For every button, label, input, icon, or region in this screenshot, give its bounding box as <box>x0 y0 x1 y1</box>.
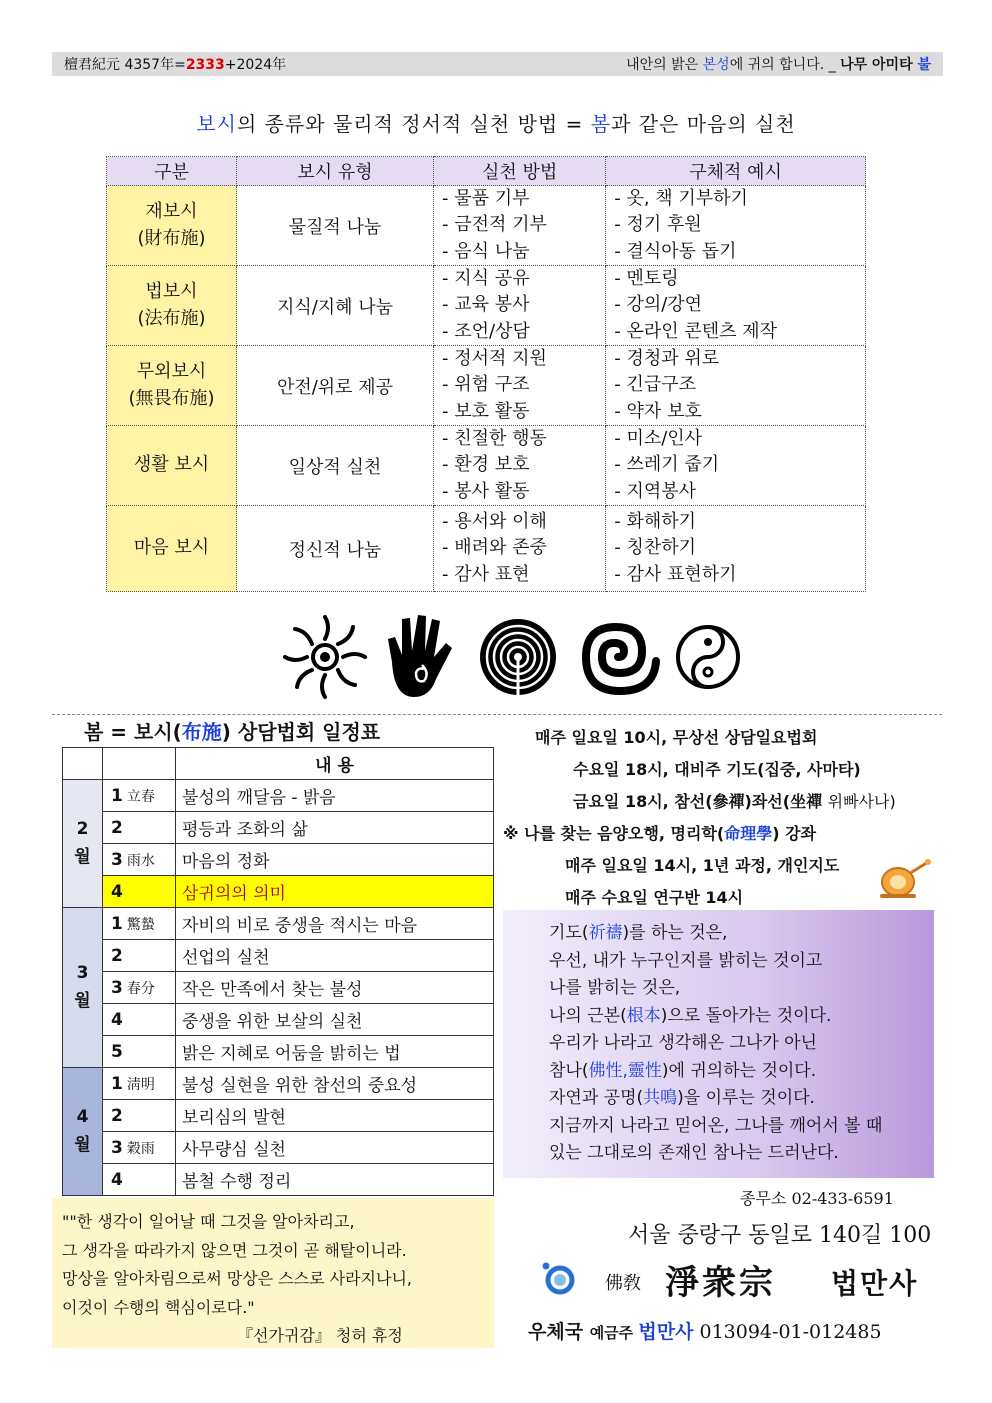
week-number: 3 春分 <box>103 972 176 1004</box>
category-name: 무외보시 <box>136 361 207 383</box>
list-item: - 감사 표현하기 <box>614 563 737 585</box>
list-item: - 환경 보호 <box>442 454 530 476</box>
header-empty <box>103 748 176 780</box>
list-item: - 정기 후원 <box>614 214 702 236</box>
list-item: - 위험 구조 <box>442 374 530 396</box>
header-examples: 구체적 예시 <box>606 157 866 186</box>
week-number: 3 雨水 <box>103 844 176 876</box>
year-red: 2333 <box>185 57 225 73</box>
category-hanja: (無畏布施) <box>128 387 215 409</box>
table-row <box>107 426 866 506</box>
prayer-box <box>503 910 934 1178</box>
schedule-table <box>62 747 494 1196</box>
schedule-title-a: 봄 = 보시( <box>84 720 182 744</box>
lecture-topic: 작은 만족에서 찾는 불성 <box>176 972 494 1004</box>
week-number: 1 驚蟄 <box>103 908 176 940</box>
table-row <box>63 1004 494 1036</box>
list-item: - 약자 보호 <box>614 400 702 422</box>
motto-bold: 나무 아미타 <box>840 57 918 73</box>
table-row <box>63 1132 494 1164</box>
account-holder: 법만사 <box>638 1321 694 1343</box>
info-friday: 금요일 18시, 참선(參禪)좌선(坐禪 위빠사나) <box>573 792 896 811</box>
table-row <box>63 780 494 812</box>
header-content: 내 용 <box>176 748 494 780</box>
page-title <box>0 108 992 137</box>
lecture-topic: 밝은 지혜로 어둠을 밝히는 법 <box>176 1036 494 1068</box>
table-row <box>63 940 494 972</box>
type-cell: 지식/지혜 나눔 <box>237 266 434 346</box>
bank-account <box>528 1317 882 1344</box>
month-mar: 3 월 <box>63 908 103 1068</box>
bosi-header-row <box>107 157 866 186</box>
title-text-1: 의 종류와 물리적 정서적 실천 방법 = <box>236 112 591 136</box>
table-row <box>107 346 866 426</box>
list-item: - 칭찬하기 <box>614 537 697 559</box>
methods-cell <box>434 426 606 506</box>
category-hanja: (財布施) <box>137 227 206 249</box>
table-row <box>63 1036 494 1068</box>
quote-line: 망상을 알아차림으로써 망상은 스스로 사라지나니, <box>62 1269 413 1288</box>
info-wednesday: 수요일 18시, 대비주 기도(집중, 사마타) <box>573 760 861 779</box>
prayer-line: 참나(佛性,靈性)에 귀의하는 것이다. <box>549 1060 817 1081</box>
motto-bold-blue: 불 <box>917 57 931 73</box>
header-methods: 실천 방법 <box>434 157 606 186</box>
account-number: 013094-01-012485 <box>693 1321 882 1343</box>
prayer-line: 우리가 나라고 생각해온 그나가 아닌 <box>549 1033 817 1053</box>
title-blue-1: 보시 <box>196 112 237 136</box>
lecture-topic: 봄철 수행 정리 <box>176 1164 494 1196</box>
table-row <box>63 1164 494 1196</box>
methods-cell <box>434 266 606 346</box>
category-cell <box>107 186 237 266</box>
category-name: 생활 보시 <box>133 454 210 476</box>
lecture-topic: 중생을 위한 보살의 실천 <box>176 1004 494 1036</box>
quote-box <box>52 1198 494 1348</box>
category-name: 법보시 <box>145 281 198 303</box>
temple-korean: 법만사 <box>831 1267 919 1300</box>
list-item: - 지역봉사 <box>614 480 697 502</box>
type-cell: 물질적 나눔 <box>237 186 434 266</box>
table-row <box>107 186 866 266</box>
category-cell <box>107 506 237 592</box>
prayer-line: 지금까지 나라고 믿어온, 그나를 깨어서 볼 때 <box>549 1115 883 1136</box>
prayer-line: 기도(祈禱)를 하는 것은, <box>549 923 728 943</box>
labyrinth-icon <box>480 619 556 695</box>
year-prefix: 檀君紀元 4357年= <box>64 57 186 73</box>
type-cell: 안전/위로 제공 <box>237 346 434 426</box>
list-item: - 긴급구조 <box>614 374 697 396</box>
table-row <box>63 1068 494 1100</box>
top-bar <box>52 52 943 76</box>
year-suffix: +2024年 <box>224 57 287 73</box>
table-row <box>63 844 494 876</box>
prayer-line: 나의 근본(根本)으로 돌아가는 것이다. <box>549 1005 832 1026</box>
lecture-topic: 선업의 실천 <box>176 940 494 972</box>
examples-cell <box>606 186 866 266</box>
prayer-line: 우선, 내가 누구인지를 밝히는 것이고 <box>549 950 823 971</box>
examples-cell <box>606 346 866 426</box>
list-item: - 물품 기부 <box>442 188 530 210</box>
quote-line: 이것이 수행의 핵심이로다." <box>62 1297 255 1317</box>
temple-address: 서울 중랑구 동일로 140길 100 <box>628 1223 932 1248</box>
motto-a: 내안의 밝은 <box>626 57 703 73</box>
info-sunday: 매주 일요일 10시, 무상선 상담일요법회 <box>535 728 818 747</box>
week-number: 4 <box>103 876 176 908</box>
table-row <box>63 908 494 940</box>
type-cell: 정신적 나눔 <box>237 506 434 592</box>
list-item: - 감사 표현 <box>442 563 530 585</box>
spiral-icon <box>586 627 656 691</box>
category-name: 마음 보시 <box>133 537 210 559</box>
info-course-wednesday: 매주 수요일 연구반 14시 <box>565 888 744 907</box>
lecture-topic: 자비의 비로 중생을 적시는 마음 <box>176 908 494 940</box>
week-number: 1 淸明 <box>103 1068 176 1100</box>
temple-logo-icon <box>541 1261 575 1295</box>
prayer-line: 자연과 공명(共鳴)을 이루는 것이다. <box>549 1088 815 1108</box>
list-item: - 금전적 기부 <box>442 214 547 236</box>
bank-name: 우체국 <box>528 1321 590 1343</box>
dangun-year <box>64 54 286 74</box>
methods-cell <box>434 186 606 266</box>
list-item: - 보호 활동 <box>442 400 530 422</box>
motto-blue: 본성 <box>702 57 730 73</box>
list-item: - 음식 나눔 <box>442 240 530 262</box>
header-category: 구분 <box>107 157 237 186</box>
header-type: 보시 유형 <box>237 157 434 186</box>
temple-sect: 淨衆宗 <box>665 1263 776 1303</box>
lecture-topic: 불성의 깨달음 - 밝음 <box>176 780 494 812</box>
list-item: - 화해하기 <box>614 511 697 533</box>
temple-prefix: 佛敎 <box>605 1273 641 1294</box>
schedule-title-b: ) 상담법회 일정표 <box>221 720 381 744</box>
sun-icon <box>285 617 365 697</box>
category-hanja: (法布施) <box>137 307 206 329</box>
office-phone: 종무소 02-433-6591 <box>740 1189 894 1208</box>
list-item: - 온라인 콘텐츠 제작 <box>614 320 777 342</box>
prayer-line: 나를 밝히는 것은, <box>549 978 681 998</box>
methods-cell <box>434 506 606 592</box>
info-course-sunday: 매주 일요일 14시, 1년 과정, 개인지도 <box>565 856 840 875</box>
title-blue-2: 봄 <box>590 112 612 136</box>
moktak-icon <box>872 858 932 902</box>
list-item: - 친절한 행동 <box>442 428 547 450</box>
info-course: ※ 나를 찾는 음양오행, 명리학(命理學) 강좌 <box>503 824 817 843</box>
symbols-row <box>280 612 740 702</box>
account-holder-label: 예금주 <box>589 1324 639 1342</box>
list-item: - 배려와 존중 <box>442 537 547 559</box>
list-item: - 결식아동 돕기 <box>614 240 737 262</box>
title-text-2: 과 같은 마음의 실천 <box>611 112 796 136</box>
category-cell <box>107 266 237 346</box>
list-item: - 정서적 지원 <box>442 348 547 370</box>
week-number: 4 <box>103 1004 176 1036</box>
list-item: - 옷, 책 기부하기 <box>614 188 748 210</box>
list-item: - 지식 공유 <box>442 268 530 290</box>
hand-icon <box>388 615 452 697</box>
month-apr: 4 월 <box>63 1068 103 1196</box>
quote-line: 그 생각을 따라가지 않으면 그것이 곧 해탈이니라. <box>62 1240 407 1260</box>
schedule-title-blue: 布施 <box>181 720 222 744</box>
list-item: - 봉사 활동 <box>442 480 530 502</box>
motto-b: 에 귀의 합니다. _ <box>729 57 841 73</box>
month-feb: 2 월 <box>63 780 103 908</box>
yin-yang-icon <box>678 627 738 687</box>
category-cell <box>107 346 237 426</box>
examples-cell <box>606 426 866 506</box>
week-number: 1 立春 <box>103 780 176 812</box>
examples-cell <box>606 266 866 346</box>
lecture-topic: 보리심의 발현 <box>176 1100 494 1132</box>
lecture-topic: 평등과 조화의 삶 <box>176 812 494 844</box>
week-number: 2 <box>103 1100 176 1132</box>
list-item: - 교육 봉사 <box>442 294 530 316</box>
table-row <box>63 1100 494 1132</box>
list-item: - 강의/강연 <box>614 294 703 316</box>
examples-cell <box>606 506 866 592</box>
bosi-table <box>106 156 866 592</box>
list-item: - 경청과 위로 <box>614 348 720 370</box>
header-empty <box>63 748 103 780</box>
list-item: - 멘토링 <box>614 268 679 290</box>
type-cell: 일상적 실천 <box>237 426 434 506</box>
list-item: - 용서와 이해 <box>442 511 547 533</box>
top-motto <box>626 54 931 74</box>
quote-source: 『선가귀감』 청허 휴정 <box>237 1326 403 1345</box>
week-number: 3 穀雨 <box>103 1132 176 1164</box>
methods-cell <box>434 346 606 426</box>
lecture-topic: 삼귀의의 의미 <box>176 876 494 908</box>
lecture-topic: 마음의 정화 <box>176 844 494 876</box>
schedule-title <box>84 716 380 745</box>
prayer-line: 있는 그대로의 존재인 참나는 드러난다. <box>549 1143 839 1163</box>
quote-line: ""한 생각이 일어날 때 그것을 알아차리고, <box>62 1212 355 1231</box>
week-number: 4 <box>103 1164 176 1196</box>
table-row-highlighted <box>63 876 494 908</box>
lecture-topic: 사무량심 실천 <box>176 1132 494 1164</box>
list-item: - 쓰레기 줍기 <box>614 454 720 476</box>
schedule-header-row <box>63 748 494 780</box>
list-item: - 조언/상담 <box>442 320 530 342</box>
lecture-topic: 불성 실현을 위한 참선의 중요성 <box>176 1068 494 1100</box>
temple-name <box>535 1255 935 1305</box>
table-row <box>107 266 866 346</box>
table-row <box>107 506 866 592</box>
week-number: 2 <box>103 940 176 972</box>
table-row <box>63 972 494 1004</box>
category-name: 재보시 <box>145 201 198 223</box>
list-item: - 미소/인사 <box>614 428 703 450</box>
week-number: 2 <box>103 812 176 844</box>
week-number: 5 <box>103 1036 176 1068</box>
category-cell <box>107 426 237 506</box>
table-row <box>63 812 494 844</box>
section-divider <box>52 714 942 715</box>
